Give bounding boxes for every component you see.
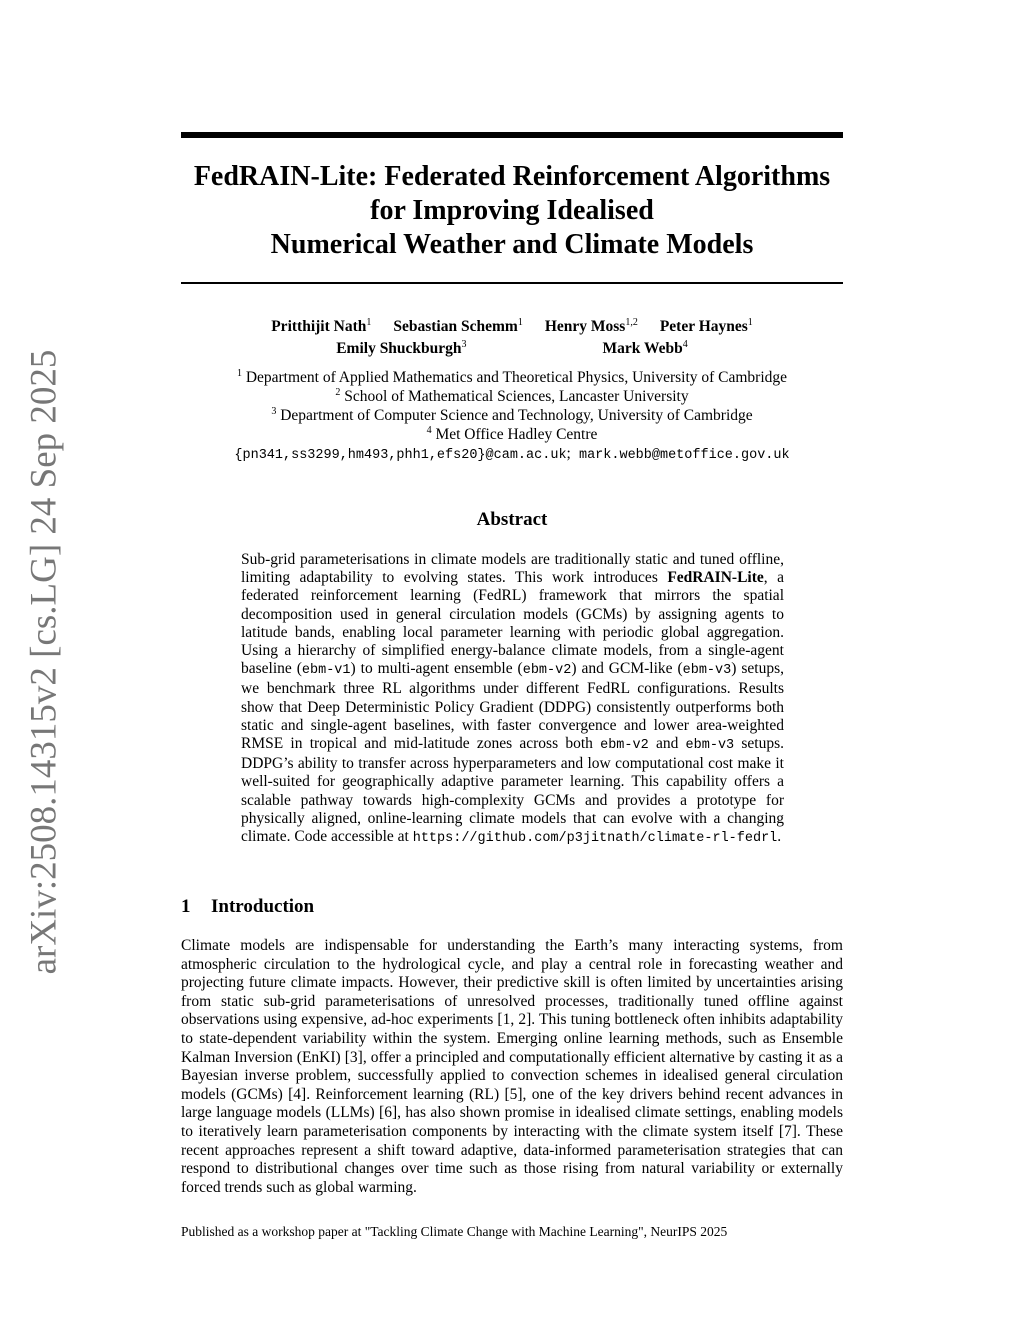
affiliation-number: 4	[426, 425, 432, 436]
author	[545, 316, 638, 338]
author-affiliation-mark: 1,2	[625, 317, 638, 328]
title-top-rule	[181, 132, 843, 138]
author-affiliation-mark: 1	[366, 317, 372, 328]
author-affiliation-mark: 1	[747, 317, 753, 328]
affiliation	[181, 387, 843, 406]
author-name: Sebastian Schemm	[393, 318, 518, 335]
affiliation	[181, 368, 843, 387]
affiliation	[181, 425, 843, 444]
title-line: Numerical Weather and Climate Models	[270, 229, 754, 260]
author-row	[181, 338, 843, 360]
author-name: Pritthijit Nath	[271, 318, 367, 335]
affiliation-number: 3	[271, 406, 277, 417]
section-number: 1	[181, 896, 191, 917]
affiliation-text: Department of Applied Mathematics and Theoretical Physics, University of Cambridge	[245, 369, 788, 386]
abstract-text-part: ) setups, we benchmark three RL algorithms under different FedRL configurations. Results show that Deep Deterministic Policy Gradient (DDPG) consistently outperforms both static and single-agent baselines, with faster convergence and lower area-weighted RMSE in tropical and mid-latitude zones across both	[241, 660, 784, 753]
abstract-text-part: ) to multi-agent ensemble (	[350, 660, 523, 678]
author	[336, 338, 466, 360]
abstract-text-part: .	[777, 828, 782, 846]
author-emails	[181, 444, 843, 465]
code-ebm-v3: ebm-v3	[685, 738, 735, 754]
affiliation	[181, 406, 843, 425]
affiliation-text: Department of Computer Science and Technology, University of Cambridge	[280, 407, 753, 424]
author-affiliation-mark: 3	[461, 339, 467, 350]
affiliations	[181, 368, 843, 465]
author-row	[181, 316, 843, 338]
author-name: Henry Moss	[544, 318, 626, 335]
code-ebm-v1: ebm-v1	[301, 663, 351, 679]
paper-title	[150, 160, 874, 262]
author-affiliation-mark: 1	[517, 317, 523, 328]
author-name: Emily Shuckburgh	[336, 340, 462, 357]
abstract-text-part: Sub-grid parameterisations in climate models are traditionally static and tuned offline, limiting adaptability to evolving states. This work introduces	[241, 551, 784, 587]
publication-footnote: Published as a workshop paper at "Tackling Climate Change with Machine Learning", NeurIPS 2025	[181, 1224, 728, 1239]
title-bottom-rule	[181, 282, 843, 284]
title-line: for Improving Idealised	[370, 195, 654, 226]
section-heading-introduction	[181, 896, 314, 918]
abstract-text-part: , a federated reinforcement learning (FedRL) framework that mirrors the spatial decomposition used in general circulation models (GCMs) by assigning agents to latitude bands, enabling local parameter learning with periodic global aggregation. Using a hierarchy of simplified energy-balance climate models, from a single-agent baseline (	[241, 569, 784, 678]
abstract-heading: Abstract	[476, 509, 548, 530]
title-line: FedRAIN-Lite: Federated Reinforcement Algorithms	[193, 161, 831, 192]
author-name: Peter Haynes	[659, 318, 748, 335]
abstract-text-part: ) and GCM-like (	[571, 660, 683, 678]
author-block	[181, 316, 843, 360]
affiliation-text: Met Office Hadley Centre	[435, 426, 598, 443]
author	[603, 338, 688, 360]
author	[271, 316, 371, 338]
introduction-paragraph: Climate models are indispensable for understanding the Earth’s many interacting systems, from atmospheric circulation to the hydrological cycle, and play a central role in forecasting weather and projecting future climate impacts. However, their predictive skill is often limited by uncertainties arising from static sub-grid parameterisations of unresolved processes, traditionally tuned offline against observations using expensive, ad-hoc experiments [1, 2]. This tuning bottleneck often inhibits adaptability to state-dependent variability within the system. Emerging online learning methods, such as Ensemble Kalman Inversion (EnKI) [3], offer a principled and computationally efficient alternative by casting it as a Bayesian inverse problem, successfully applied to convection schemes in idealised general circulation models (GCMs) [4]. Reinforcement learning (RL) [5], one of the key drivers behind recent advances in large language models (LLMs) [6], has also shown promise in idealised climate settings, enabling models to iteratively learn parameterisation components by interacting with the climate system itself [7]. These recent approaches represent a shift toward adaptive, data-informed parameterisation strategies that can respond to distributional changes over time such as those rising from natural variability or externally forced trends such as global warming.	[181, 937, 843, 1196]
author-affiliation-mark: 4	[682, 339, 688, 350]
author-name: Mark Webb	[602, 340, 683, 357]
affiliation-number: 2	[335, 387, 341, 398]
arxiv-identifier-stamp[interactable]: arXiv:2508.14315v2 [cs.LG] 24 Sep 2025	[23, 349, 65, 975]
affiliation-text: School of Mathematical Sciences, Lancaster University	[344, 388, 689, 405]
section-title: Introduction	[211, 896, 315, 917]
email-cambridge[interactable]: {pn341,ss3299,hm493,phh1,efs20}@cam.ac.uk	[234, 448, 567, 463]
abstract-text	[241, 551, 784, 848]
email-metoffice[interactable]: mark.webb@metoffice.gov.uk	[578, 448, 790, 463]
affiliation-number: 1	[236, 368, 242, 379]
email-separator: ;	[566, 445, 571, 462]
author	[660, 316, 753, 338]
author	[393, 316, 522, 338]
framework-name: FedRAIN-Lite	[667, 569, 764, 587]
code-ebm-v2: ebm-v2	[522, 663, 572, 679]
code-repository-link[interactable]: https://github.com/p3jitnath/climate-rl-fedrl	[412, 831, 778, 847]
code-ebm-v2: ebm-v2	[600, 738, 649, 754]
code-ebm-v3: ebm-v3	[682, 663, 732, 679]
abstract-text-part: setups. DDPG’s ability to transfer across hyperparameters and low computational cost make it well-suited for geographically adaptive parameter learning. This capability offers a scalable pathway towards high-complexity GCMs and provides a prototype for physically aligned, online-learning climate models that can evolve with a changing climate. Code accessible at	[241, 735, 785, 846]
abstract-text-part: and	[648, 735, 686, 753]
